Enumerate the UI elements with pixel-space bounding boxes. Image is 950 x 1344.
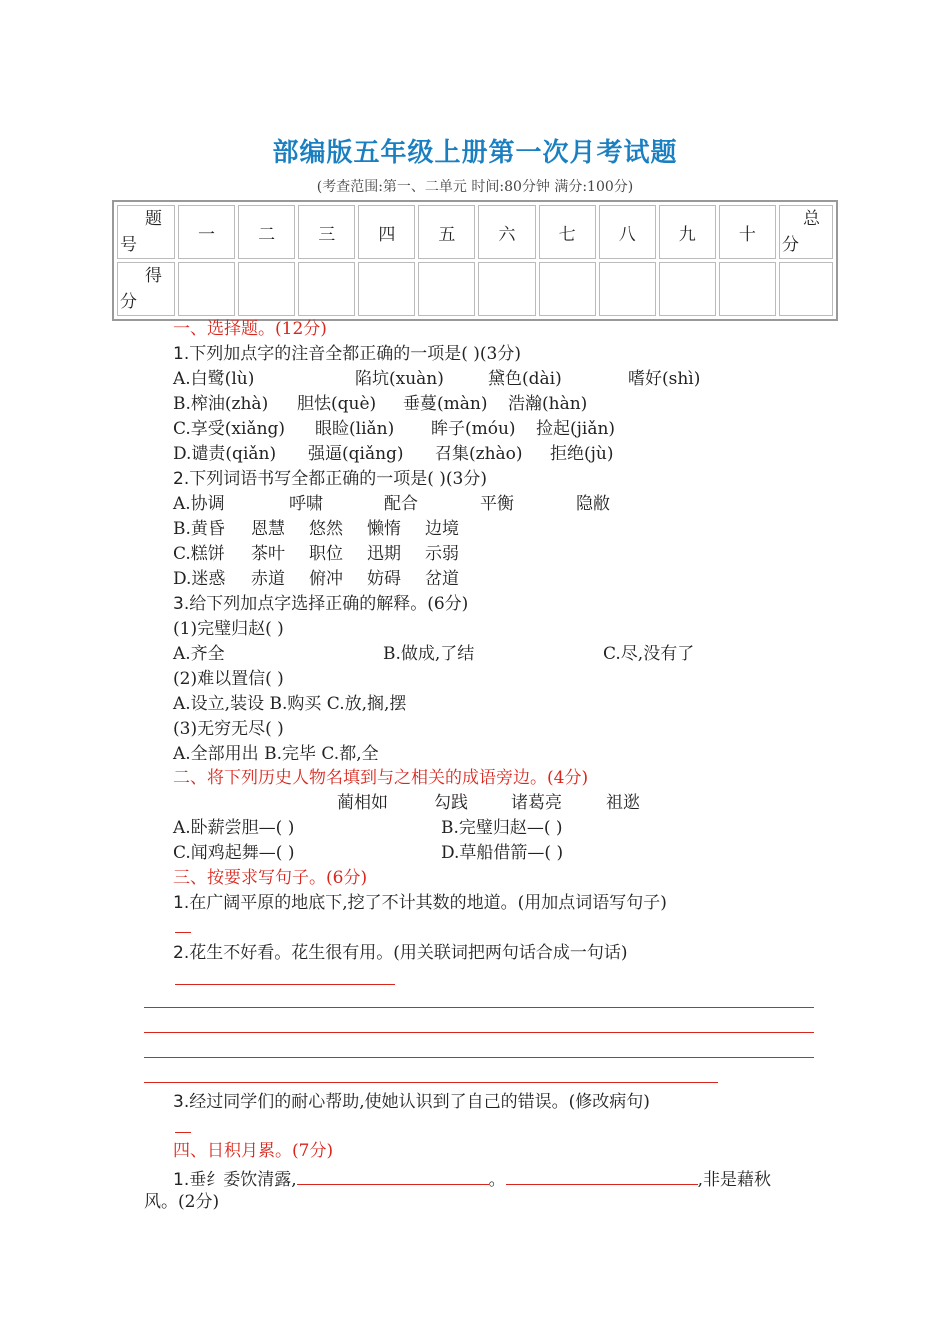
option-text: 眼睑(liǎn) — [315, 419, 395, 439]
option-text: D.谴责(qiǎn) — [173, 444, 277, 464]
header-label-cell — [117, 205, 175, 259]
idiom-row-2[interactable] — [173, 842, 563, 864]
col-10: 十 — [719, 205, 776, 259]
score-cell[interactable] — [478, 262, 535, 316]
option-text: 茶叶 — [251, 544, 285, 564]
question-number: 2. — [173, 943, 190, 963]
idiom-row-1[interactable] — [173, 817, 563, 839]
option-text: 职位 — [309, 544, 343, 564]
total-label-cell — [779, 205, 833, 259]
score-cell[interactable] — [418, 262, 475, 316]
section-1-heading: 一、选择题。(12分) — [173, 319, 327, 339]
option-text: C.糕饼 — [173, 544, 225, 564]
q3-part-1-options[interactable] — [173, 643, 694, 665]
question-3 — [173, 593, 468, 615]
s3-question-2 — [173, 942, 628, 964]
question-stem: 花生不好看。花生很有用。(用关联词把两句话合成一句话) — [189, 943, 628, 963]
poem-blank-2[interactable] — [506, 1166, 698, 1185]
option-text: 配合 — [384, 494, 418, 514]
question-number: 2. — [173, 469, 190, 489]
question-number: 1. — [173, 1170, 190, 1190]
s3-question-3 — [173, 1091, 650, 1113]
poem-end: ,非是藉秋 — [697, 1170, 772, 1190]
score-label-top: 得 — [145, 266, 162, 286]
q1-option-b[interactable] — [173, 393, 587, 415]
score-table-header-row — [117, 205, 833, 259]
q3-part-2: (2)难以置信( ) — [173, 669, 284, 689]
q3-part-3: (3)无穷无尽( ) — [173, 719, 284, 739]
option-text: 拒绝(jù) — [550, 444, 614, 464]
option-text: 俯冲 — [309, 569, 343, 589]
poem-start: 垂纟委饮清露, — [189, 1170, 297, 1190]
question-number: 1. — [173, 893, 190, 913]
answer-line[interactable] — [144, 1032, 814, 1033]
option-text: 边境 — [425, 519, 459, 539]
poem-blank-1[interactable] — [297, 1166, 489, 1185]
option-text: 平衡 — [480, 494, 514, 514]
option-text: D.迷惑 — [173, 569, 226, 589]
score-cell[interactable] — [298, 262, 355, 316]
option-text: 懒惰 — [367, 519, 401, 539]
answer-line[interactable] — [175, 932, 191, 933]
option-text: 垂蔓(màn) — [403, 394, 488, 414]
option-text: 呼啸 — [289, 494, 323, 514]
option-text: 恩慧 — [251, 519, 285, 539]
q3-part-2-options[interactable]: A.设立,装设 B.购买 C.放,搁,摆 — [173, 694, 407, 714]
option-text: 妨碍 — [367, 569, 401, 589]
option-text: 胆怯(què) — [297, 394, 377, 414]
question-number: 1. — [173, 344, 190, 364]
score-cell[interactable] — [659, 262, 716, 316]
question-number: 3. — [173, 594, 190, 614]
option-text: C.尽,没有了 — [603, 644, 695, 664]
score-cell[interactable] — [358, 262, 415, 316]
option-text: 眸子(móu) — [431, 419, 516, 439]
name-item: 蔺相如 — [337, 793, 388, 813]
total-label-bottom: 分 — [782, 235, 799, 255]
option-text: 示弱 — [425, 544, 459, 564]
option-text: C.享受(xiǎng) — [173, 419, 286, 439]
answer-line[interactable] — [175, 984, 395, 985]
option-text: 嗜好(shì) — [628, 369, 701, 389]
score-label-cell — [117, 262, 175, 316]
s3-question-1 — [173, 892, 667, 914]
score-label-bottom: 分 — [120, 292, 137, 312]
idiom-blank: D.草船借箭—( ) — [441, 843, 564, 863]
option-text: 捡起(jiǎn) — [536, 419, 616, 439]
answer-line[interactable] — [144, 1082, 718, 1083]
score-cell[interactable] — [178, 262, 235, 316]
page-title: 部编版五年级上册第一次月考试题 — [272, 138, 678, 168]
option-text: 迅期 — [367, 544, 401, 564]
q2-option-c[interactable] — [173, 543, 459, 565]
question-number: 3. — [173, 1092, 190, 1112]
idiom-blank: A.卧薪尝胆—( ) — [173, 818, 295, 838]
poem-mid: 。 — [488, 1170, 506, 1190]
col-3: 三 — [298, 205, 355, 259]
name-item: 祖逖 — [606, 793, 640, 813]
question-stem: 下列词语书写全都正确的一项是( )(3分) — [189, 469, 487, 489]
col-8: 八 — [599, 205, 656, 259]
option-text: 召集(zhào) — [435, 444, 523, 464]
option-text: A.协调 — [173, 494, 225, 514]
score-table-score-row — [117, 262, 833, 316]
idiom-blank: B.完璧归赵—( ) — [441, 818, 563, 838]
section-3-heading: 三、按要求写句子。(6分) — [173, 868, 368, 888]
option-text: 强逼(qiǎng) — [308, 444, 404, 464]
option-text: 黛色(dài) — [488, 369, 562, 389]
option-text: B.榨油(zhà) — [173, 394, 269, 414]
option-text: 赤道 — [251, 569, 285, 589]
exam-scope: (考查范围:第一、二单元 时间:80分钟 满分:100分) — [316, 179, 634, 195]
option-text: 隐敝 — [576, 494, 610, 514]
q3-part-3-options[interactable]: A.全部用出 B.完毕 C.都,全 — [173, 744, 379, 764]
option-text: 悠然 — [309, 519, 343, 539]
score-cell[interactable] — [719, 262, 776, 316]
q3-part-1: (1)完璧归赵( ) — [173, 619, 284, 639]
historical-names — [337, 792, 640, 814]
option-text: 岔道 — [425, 569, 459, 589]
answer-line[interactable] — [144, 1007, 814, 1008]
option-text: B.做成,了结 — [383, 644, 475, 664]
option-text: B.黄昏 — [173, 519, 225, 539]
section-4-heading: 四、日积月累。(7分) — [173, 1141, 334, 1161]
question-stem: 在广阔平原的地底下,挖了不计其数的地道。(用加点词语写句子) — [189, 893, 667, 913]
q2-option-d[interactable] — [173, 568, 459, 590]
score-cell[interactable] — [238, 262, 295, 316]
question-stem: 下列加点字的注音全都正确的一项是( )(3分) — [189, 344, 521, 364]
question-1 — [173, 343, 521, 365]
q1-option-a[interactable] — [173, 368, 700, 390]
answer-line[interactable] — [144, 1057, 814, 1058]
header-label-bottom: 号 — [120, 235, 137, 255]
total-score-cell[interactable] — [779, 262, 833, 316]
col-1: 一 — [178, 205, 235, 259]
total-label-top: 总 — [803, 209, 820, 229]
s4-question-1-cont: 风。(2分) — [144, 1192, 220, 1212]
q2-option-b[interactable] — [173, 518, 459, 540]
score-cell[interactable] — [539, 262, 596, 316]
q2-option-a[interactable] — [173, 493, 610, 515]
col-2: 二 — [238, 205, 295, 259]
question-stem: 经过同学们的耐心帮助,使她认识到了自己的错误。(修改病句) — [189, 1092, 650, 1112]
name-item: 诸葛亮 — [511, 793, 562, 813]
idiom-blank: C.闻鸡起舞—( ) — [173, 843, 295, 863]
section-2-heading: 二、将下列历史人物名填到与之相关的成语旁边。(4分) — [173, 768, 589, 788]
score-table — [112, 200, 838, 321]
option-text: 陷坑(xuàn) — [355, 369, 444, 389]
col-7: 七 — [539, 205, 596, 259]
option-text: 浩瀚(hàn) — [508, 394, 588, 414]
col-9: 九 — [659, 205, 716, 259]
question-stem: 给下列加点字选择正确的解释。(6分) — [189, 594, 469, 614]
col-5: 五 — [418, 205, 475, 259]
answer-line[interactable] — [175, 1132, 191, 1133]
option-text: A.白鹭(lù) — [173, 369, 255, 389]
q1-option-c[interactable] — [173, 418, 615, 440]
option-text: A.齐全 — [173, 644, 225, 664]
score-cell[interactable] — [599, 262, 656, 316]
col-6: 六 — [478, 205, 535, 259]
q1-option-d[interactable] — [173, 443, 613, 465]
question-2 — [173, 468, 487, 490]
s4-question-1 — [173, 1166, 771, 1191]
col-4: 四 — [358, 205, 415, 259]
name-item: 勾践 — [434, 793, 468, 813]
header-label-top: 题 — [145, 209, 162, 229]
